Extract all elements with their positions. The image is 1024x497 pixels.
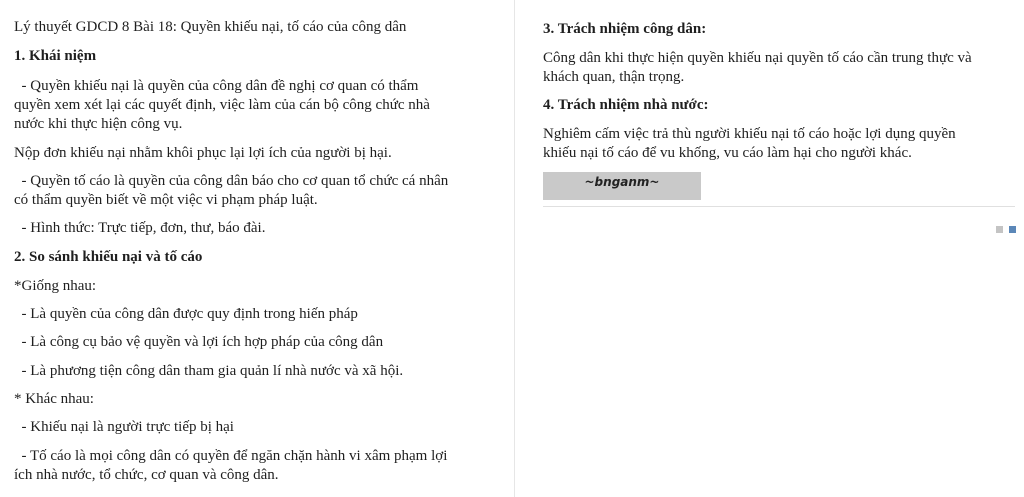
paragraph-complaint-3: nước khi thực hiện công vụ. — [14, 116, 183, 132]
dot-active-icon[interactable] — [1009, 226, 1016, 233]
difference-item-2b: ích nhà nước, tổ chức, cơ quan và công dân. — [14, 467, 279, 483]
difference-label: * Khác nhau: — [14, 391, 94, 407]
paragraph-state-1: Nghiêm cấm việc trả thù người khiếu nại tố cáo hoặc lợi dụng quyền — [543, 126, 956, 142]
paragraph-citizen-2: khách quan, thận trọng. — [543, 69, 685, 85]
paragraph-complaint-2: quyền xem xét lại các quyết định, việc làm của cán bộ công chức nhà — [14, 97, 430, 113]
paragraph-state-2: khiếu nại tố cáo để vu khống, vu cáo làm hại cho người khác. — [543, 145, 912, 161]
similar-item-3: - Là phương tiện công dân tham gia quản lí nhà nước và xã hội. — [14, 363, 404, 379]
horizontal-rule — [543, 206, 1015, 207]
heading-concept: 1. Khái niệm — [14, 48, 97, 64]
similar-item-1: - Là quyền của công dân được quy định trong hiến pháp — [14, 306, 358, 322]
paragraph-denounce-2: có thẩm quyền biết về một việc vi phạm pháp luật. — [14, 192, 318, 208]
author-signature: ~bnganm~ — [543, 172, 701, 200]
article-title: Lý thuyết GDCD 8 Bài 18: Quyền khiếu nại, tố cáo của công dân — [14, 19, 407, 35]
paragraph-complaint-1: - Quyền khiếu nại là quyền của công dân đề nghị cơ quan có thẩm — [14, 78, 419, 94]
heading-citizen-duty: 3. Trách nhiệm công dân: — [543, 21, 707, 37]
heading-state-duty: 4. Trách nhiệm nhà nước: — [543, 97, 709, 113]
dot-inactive-icon[interactable] — [996, 226, 1003, 233]
difference-item-1: - Khiếu nại là người trực tiếp bị hại — [14, 419, 234, 435]
paragraph-citizen-1: Công dân khi thực hiện quyền khiếu nại quyền tố cáo cần trung thực và — [543, 50, 972, 66]
paragraph-denounce-1: - Quyền tố cáo là quyền của công dân báo cho cơ quan tổ chức cá nhân — [14, 173, 449, 189]
similar-item-2: - Là công cụ bảo vệ quyền và lợi ích hợp pháp của công dân — [14, 334, 384, 350]
similar-label: *Giống nhau: — [14, 278, 97, 294]
column-divider — [514, 0, 515, 497]
paragraph-petition: Nộp đơn khiếu nại nhằm khôi phục lại lợi ích của người bị hại. — [14, 145, 392, 161]
paragraph-form: - Hình thức: Trực tiếp, đơn, thư, báo đài. — [14, 220, 266, 236]
pagination-dots — [996, 220, 1022, 238]
heading-compare: 2. So sánh khiếu nại và tố cáo — [14, 249, 203, 265]
difference-item-2a: - Tố cáo là mọi công dân có quyền để ngăn chặn hành vi xâm phạm lợi — [14, 448, 448, 464]
